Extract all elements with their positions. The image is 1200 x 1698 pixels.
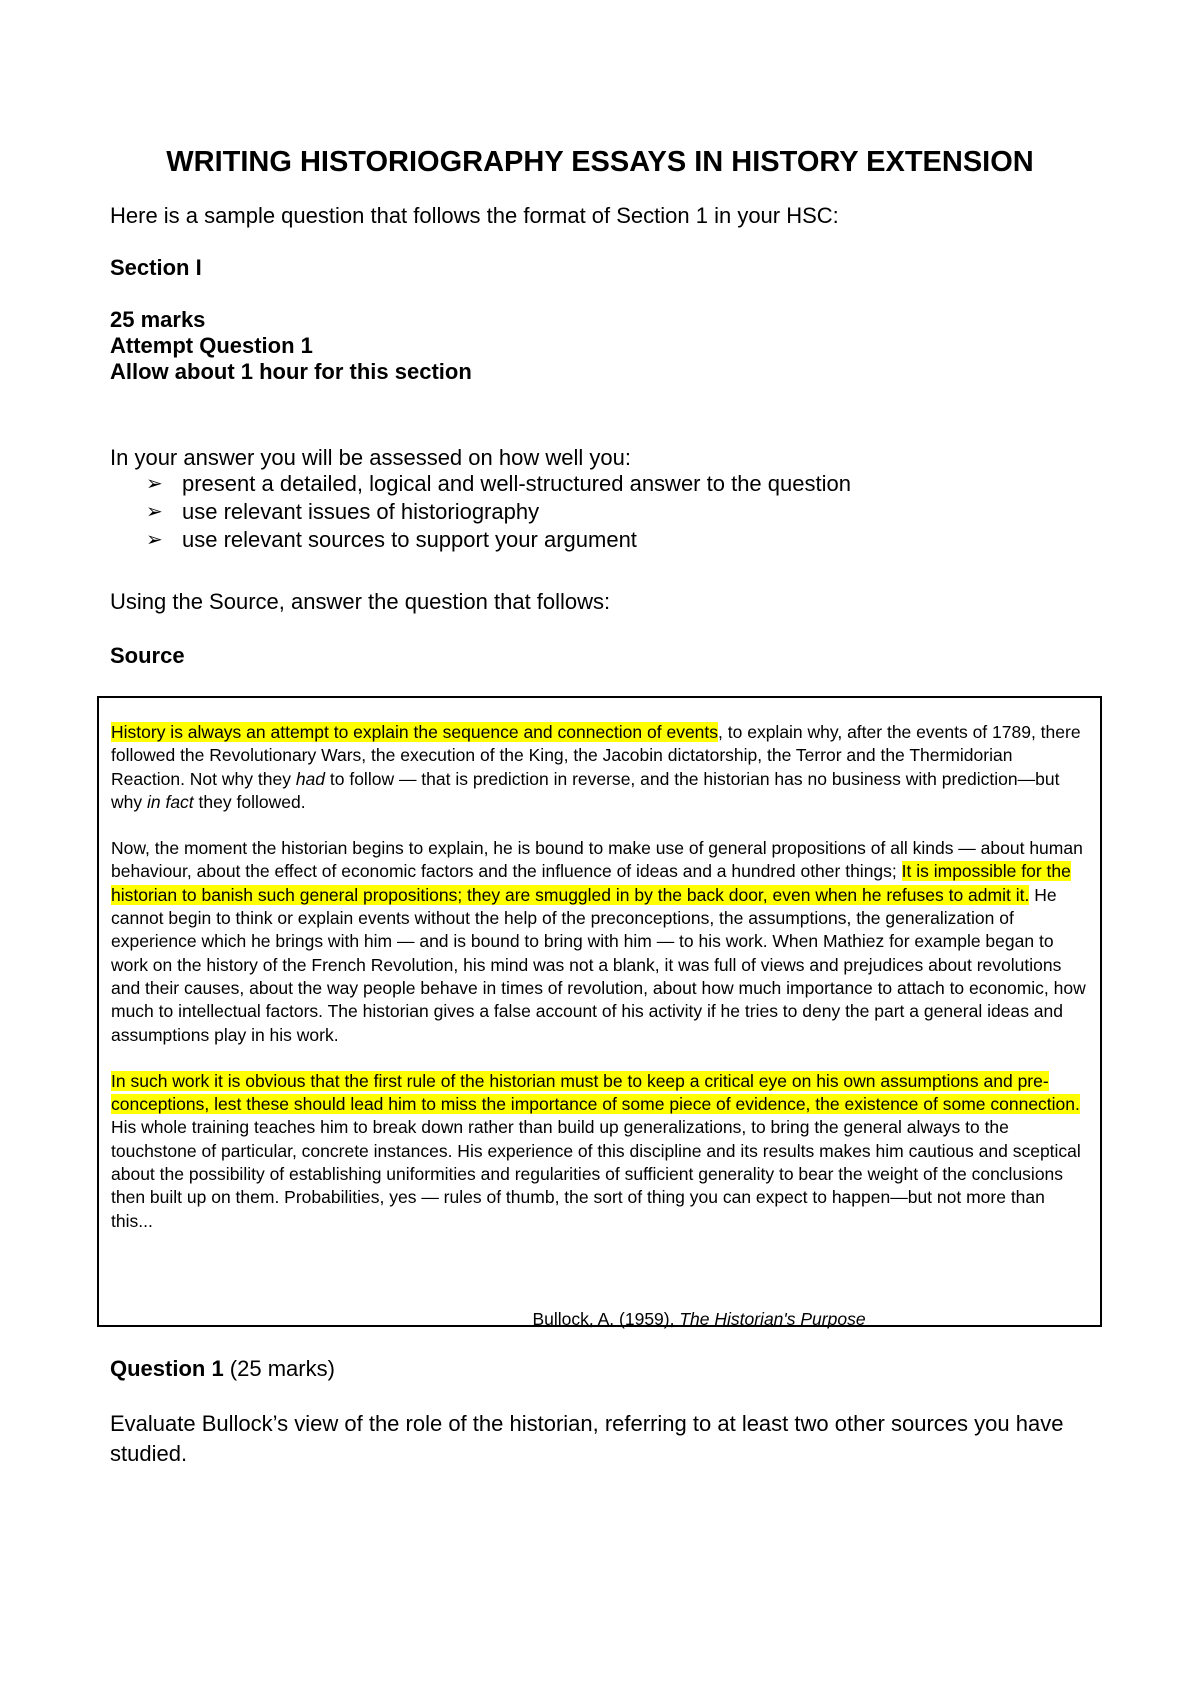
arrow-bullet-icon: ➢	[146, 473, 163, 495]
page-title: WRITING HISTORIOGRAPHY ESSAYS IN HISTORY EXTENSION	[166, 146, 1034, 178]
highlighted-text: In such work it is obvious that the first rule of the historian must be to keep a critical eye on his own assumptions and pre-conceptions, lest these should lead him to miss the importance of some piece of evidence, the existence of some connection.	[111, 1070, 1080, 1115]
question-prompt: Evaluate Bullock’s view of the role of the historian, referring to at least two other sources you have studied.	[110, 1411, 1064, 1466]
paragraph-text: Now, the moment the historian begins to explain, he is bound to make use of general propositions of all kinds — about human behaviour, about the effect of economic factors and the influence of ideas and a hundred other things;	[111, 838, 1083, 882]
source-paragraph-1	[111, 721, 1088, 814]
assessment-lead: In your answer you will be assessed on how well you:	[110, 445, 631, 470]
section-marks: 25 marks	[110, 307, 206, 332]
question-marks: (25 marks)	[223, 1356, 335, 1381]
paragraph-text: to follow — that is prediction in reverse, and the historian has no business with prediction—but why	[111, 768, 1060, 812]
question-heading	[110, 1355, 335, 1383]
intro-text: Here is a sample question that follows the format of Section 1 in your HSC:	[110, 203, 839, 228]
paragraph-text: His whole training teaches him to break down rather than build up generalizations, to bring the general always to the touchstone of particular, concrete instances. His experience of this discipline and its results makes him cautious and sceptical about the possibility of establishing uniformities and regularities of sufficient generality to bear the weight of the conclusions then built up on them. Probabilities, yes — rules of thumb, the sort of thing you can expect to happen—but not more than this...	[111, 1117, 1081, 1231]
instruction-text: Using the Source, answer the question that follows:	[110, 589, 611, 614]
arrow-bullet-icon: ➢	[146, 529, 163, 551]
question-label: Question 1	[110, 1356, 224, 1381]
section-attempt: Attempt Question 1	[110, 333, 313, 358]
bullet-text: present a detailed, logical and well-structured answer to the question	[182, 471, 851, 496]
bullet-text: use relevant sources to support your argument	[182, 527, 637, 552]
list-item	[110, 526, 851, 554]
paragraph-text: they followed.	[193, 791, 306, 812]
source-heading: Source	[110, 643, 185, 668]
paragraph-text: , to explain why, after the events of 1789, there followed the Revolutionary Wars, the execution of the King, the Jacobin dictatorship, the Terror and the Thermidorian Reaction. Not why they	[111, 722, 1081, 789]
arrow-bullet-icon: ➢	[146, 501, 163, 523]
citation-author: Bullock, A. (1959),	[532, 1309, 680, 1329]
emphasis-text: had	[295, 768, 326, 789]
source-paragraph-2	[111, 837, 1088, 1047]
emphasis-text: in fact	[146, 791, 194, 812]
list-item	[110, 470, 851, 498]
source-citation	[99, 1308, 1104, 1331]
paragraph-text: He cannot begin to think or explain events without the help of the preconceptions, the assumptions, the generalization of experience which he brings with him — and is bound to bring with him — to his work. When Mathiez for example began to work on the history of the French Revolution, his mind was not a blank, it was full of views and prejudices about revolutions and their causes, about the way people behave in times of revolution, about how much importance to attach to economic, how much to intellectual factors. The historian gives a false account of his activity if he tries to deny the part a general ideas and assumptions play in his work.	[111, 884, 1086, 1045]
list-item	[110, 498, 851, 526]
section-heading: Section I	[110, 255, 202, 280]
citation-title: The Historian's Purpose	[679, 1309, 866, 1329]
highlighted-text: History is always an attempt to explain the sequence and connection of events	[111, 722, 719, 742]
source-box	[97, 696, 1102, 1327]
section-time: Allow about 1 hour for this section	[110, 359, 472, 384]
assessment-bullet-list	[110, 470, 851, 554]
highlighted-text: It is impossible for the historian to banish such general propositions; they are smuggled in by the back door, even when he refuses to admit it.	[111, 861, 1071, 905]
bullet-text: use relevant issues of historiography	[182, 499, 540, 524]
source-paragraph-3	[111, 1070, 1088, 1233]
